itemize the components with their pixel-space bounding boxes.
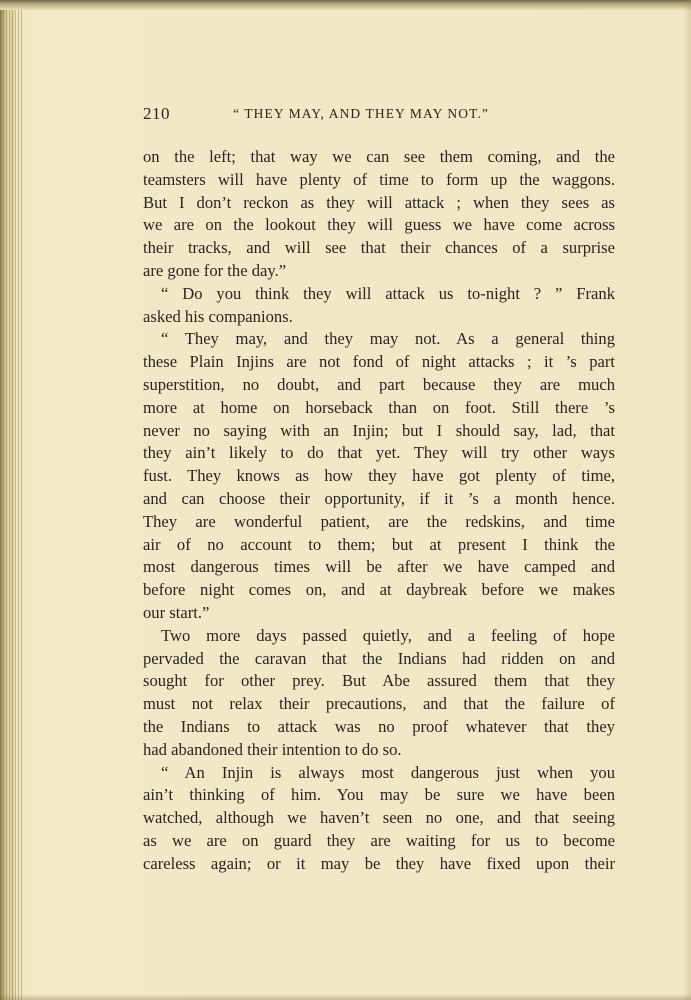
text-line: “ Do you think they will attack us to-night ? ” Frank (161, 283, 615, 303)
text-line: they ain’t likely to do that yet. They will try other ways (143, 443, 615, 463)
body-text (143, 146, 615, 876)
text-line: asked his companions. (143, 306, 293, 326)
text-line: their tracks, and will see that their chances of a surprise (143, 238, 615, 258)
page-right-shadow (683, 0, 691, 1000)
page-stack-edge (0, 0, 24, 1000)
text-line: are gone for the day.” (143, 260, 287, 280)
text-line: “ An Injin is always most dangerous just when you (161, 762, 615, 782)
running-title: “ THEY MAY, AND THEY MAY NOT.” (233, 106, 490, 121)
text-line: more at home on horseback than on foot. Still there ’s (143, 397, 615, 417)
text-line: air of no account to them; but at present I think the (143, 534, 615, 554)
text-line: must not relax their precautions, and that the failure of (143, 694, 615, 714)
text-line: ain’t thinking of him. You may be sure we have been (143, 785, 615, 805)
text-line: these Plain Injins are not fond of night attacks ; it ’s part (143, 352, 615, 372)
text-line: watched, although we haven’t seen no one, and that seeing (143, 808, 615, 828)
text-line: the Indians to attack was no proof whatever that they (143, 716, 615, 736)
text-line: fust. They knows as how they have got plenty of time, (143, 466, 615, 486)
page-number: 210 (143, 104, 170, 123)
text-line: never no saying with an Injin; but I should say, lad, that (143, 420, 615, 440)
text-line: careless again; or it may be they have fixed upon their (143, 853, 615, 873)
page-bottom-shadow (0, 994, 691, 1000)
text-line: superstition, no doubt, and part because they are much (143, 374, 615, 394)
text-line: and can choose their opportunity, if it ’s a month hence. (143, 488, 615, 508)
text-line: Two more days passed quietly, and a feeling of hope (161, 625, 615, 645)
text-line: They are wonderful patient, are the redskins, and time (143, 511, 615, 531)
page-top-edge (0, 0, 691, 10)
text-line: But I don’t reckon as they will attack ; when they sees as (143, 192, 615, 212)
text-line: teamsters will have plenty of time to form up the waggons. (143, 169, 615, 189)
page-header (143, 104, 615, 128)
text-line: most dangerous times will be after we have camped and (143, 557, 615, 577)
text-line: we are on the lookout they will guess we have come across (143, 215, 615, 235)
text-line: as we are on guard they are waiting for us to become (143, 830, 615, 850)
text-line: had abandoned their intention to do so. (143, 739, 402, 759)
text-line: before night comes on, and at daybreak before we makes (143, 580, 615, 600)
text-line: “ They may, and they may not. As a general thing (161, 329, 615, 349)
text-line: on the left; that way we can see them coming, and the (143, 147, 615, 166)
text-line: sought for other prey. But Abe assured them that they (143, 671, 615, 691)
text-line: our start.” (143, 602, 210, 622)
text-line: pervaded the caravan that the Indians had ridden on and (143, 648, 615, 668)
